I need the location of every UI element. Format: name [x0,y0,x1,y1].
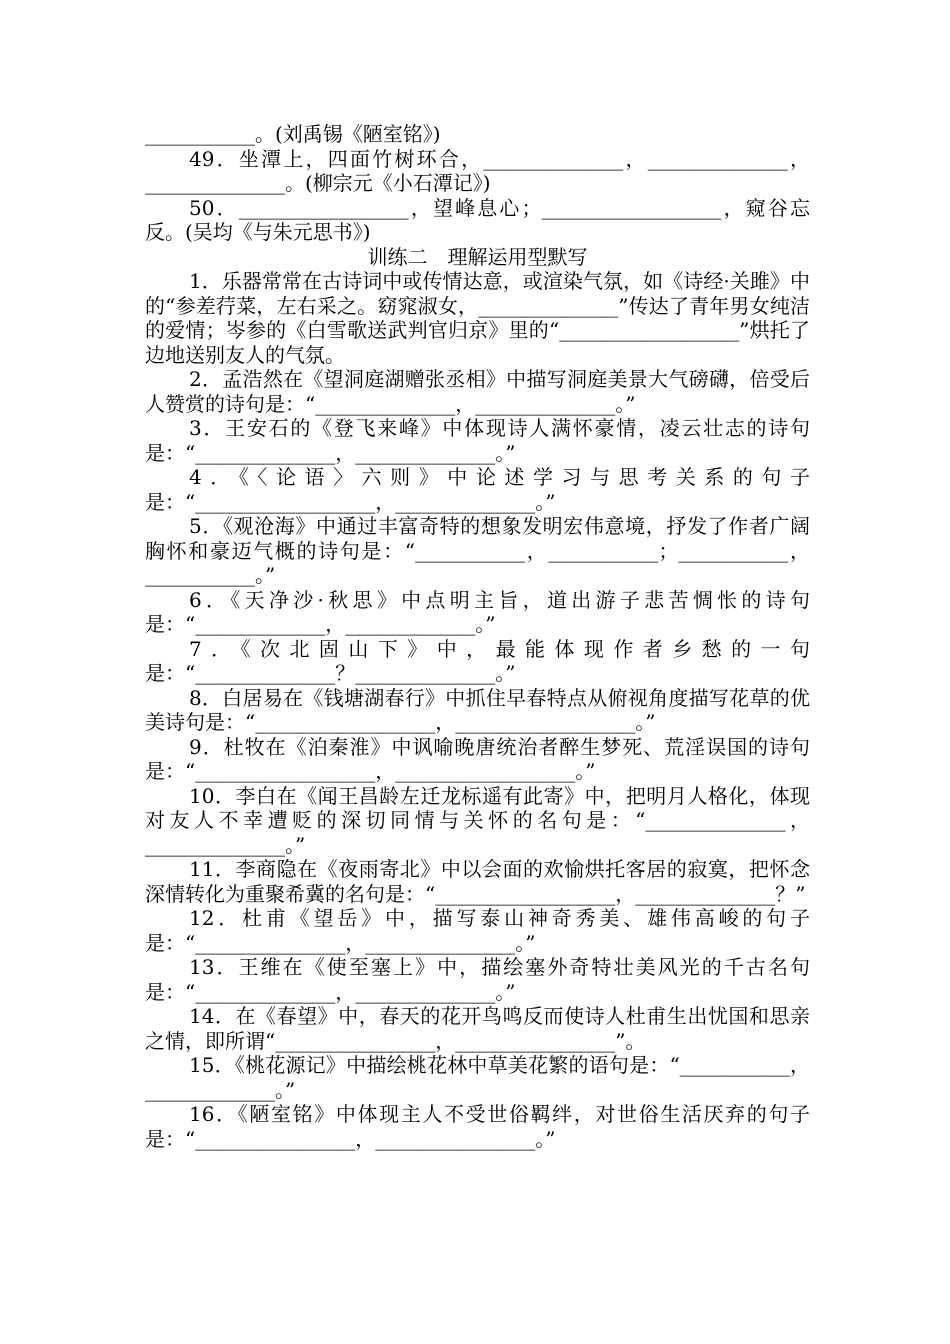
question-11: 11．李商隐在《夜雨寄北》中以会面的欢愉烘托客居的寂寞，把怀念深情转化为重聚希冀的名句是：“__________________，______________？” [145,857,810,906]
question-15: 15．《桃花源记》中描绘桃花林中草美花繁的语句是：“___________，_____________。” [145,1053,810,1102]
question-16: 16．《陋室铭》中体现主人不受世俗羁绊，对世俗生活厌弃的句子是：“________________，________________。” [145,1102,810,1151]
question-9: 9．杜牧在《泊秦淮》中讽喻晚唐统治者醉生梦死、荒淫误国的诗句是：“__________________，__________________。” [145,734,810,783]
question-14: 14．在《春望》中，春天的花开鸟鸣反而使诗人杜甫生出忧国和思亲之情，即所谓“________________，________________”。 [145,1004,810,1053]
text-line-48-end: ___________。(刘禹锡《陋室铭》) [145,122,441,146]
question-5: 5．《观沧海》中通过丰富奇特的想象发明宏伟意境，抒发了作者广阔胸怀和豪迈气概的诗句是：“___________，___________；___________，___________。” [145,514,810,587]
question-6: 6．《天净沙·秋思》中点明主旨，道出游子悲苦惆怅的诗句是：“_____________，_____________。” [145,587,810,636]
question-50: 50．_________________，望峰息心；__________________，窥谷忘反。(吴均《与朱元思书》) [145,195,810,244]
question-10: 10．李白在《闻王昌龄左迁龙标遥有此寄》中，把明月人格化，体现对友人不幸遭贬的深切同情与关怀的名句是：“______________，______________。” [145,783,810,857]
question-13: 13．王维在《使至塞上》中，描绘塞外奇特壮美风光的千古名句是：“______________，______________。” [145,955,810,1004]
section-title: 训练二 理解运用型默写 [367,244,588,269]
question-12: 12．杜甫《望岳》中，描写泰山神奇秀美、雄伟高峻的句子是：“_______________，_______________。” [145,906,810,955]
question-2: 2．孟浩然在《望洞庭湖赠张丞相》中描写洞庭美景大气磅礴，倍受后人赞赏的诗句是：“______________，______________。” [145,367,810,416]
question-49: 49．坐潭上，四面竹树环合，______________，______________，______________。(柳宗元《小石潭记》) [145,146,810,195]
question-8: 8．白居易在《钱塘湖春行》中抓住早春特点从俯视角度描写花草的优美诗句是：“__________________，__________________。” [145,685,810,734]
question-7: 7．《次北固山下》中，最能体现作者乡愁的一句是：“______________？______________。” [145,636,810,685]
question-4: 4．《〈论语〉六则》中论述学习与思考关系的句子是：“__________________，______________。” [145,465,810,514]
question-3: 3．王安石的《登飞来峰》中体现诗人满怀豪情，凌云壮志的诗句是：“______________，______________。” [145,416,810,465]
question-1: 1．乐器常常在古诗词中或传情达意，或渲染气氛，如《诗经·关雎》中的“参差荇菜，左右采之。窈窕淑女，______________”传达了青年男女纯洁的爱情；岑参的《白雪歌送武判官归京》里的“__________________”烘托了边地送别友人的气氛。 [145,269,810,367]
document-page [145,122,810,1151]
